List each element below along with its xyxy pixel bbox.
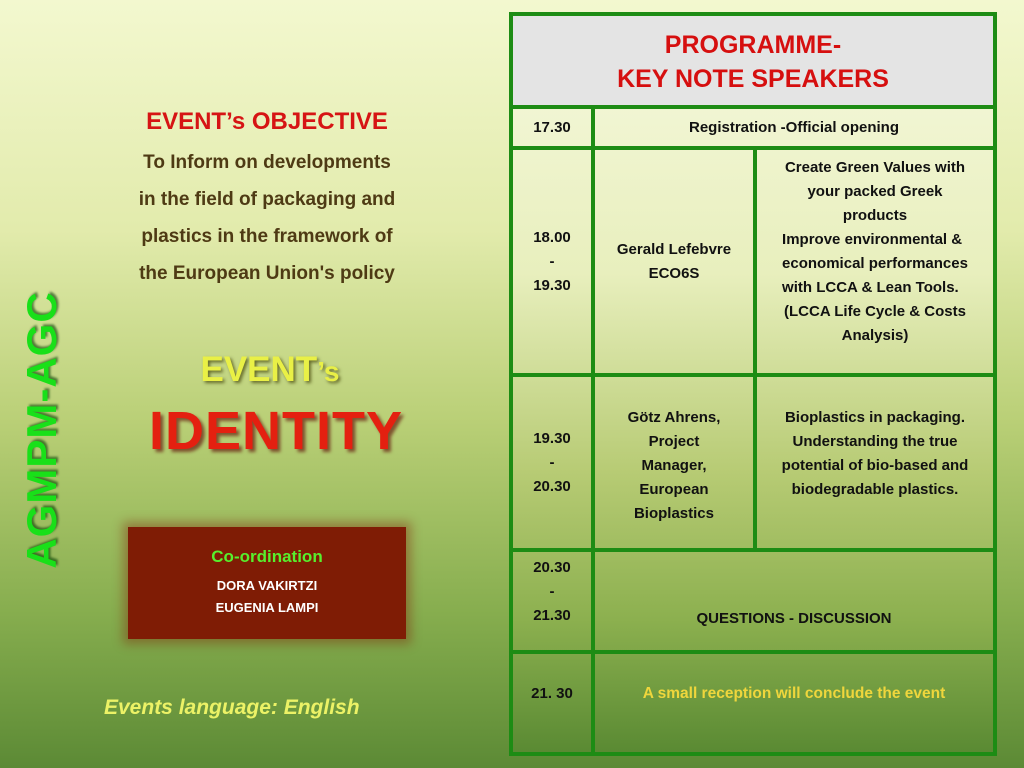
speaker-line: Project <box>648 433 700 450</box>
speaker-line: Gerald Lefebvre <box>616 240 732 258</box>
time-line: 20.30 <box>533 477 571 495</box>
time-line: - <box>549 453 555 471</box>
identity-word: IDENTITY <box>148 401 403 461</box>
time-line: 21.30 <box>533 607 571 624</box>
time-line: 20.30 <box>533 559 571 576</box>
objective-line: To Inform on developments <box>143 152 391 173</box>
registration-cell: Registration -Official opening <box>688 118 899 136</box>
topic-cell <box>757 406 993 546</box>
event-objective <box>108 108 426 292</box>
time-cell <box>513 377 591 548</box>
topic-cell <box>757 156 993 371</box>
time-line: 19.30 <box>533 276 571 294</box>
time-cell <box>513 556 591 650</box>
objective-line: in the field of packaging and <box>138 189 396 210</box>
identity-event-small: ’s <box>317 356 340 387</box>
topic-line: Create Green Values with <box>784 159 966 176</box>
topic-line: Analysis) <box>841 327 909 344</box>
speaker-line: European <box>639 481 709 498</box>
row-divider <box>513 650 993 654</box>
programme-header-line1: PROGRAMME- <box>664 31 842 59</box>
identity-event-label <box>120 350 420 390</box>
discussion-cell: QUESTIONS - DISCUSSION <box>696 610 892 627</box>
topic-line: with LCCA & Lean Tools. <box>782 279 959 296</box>
objective-heading: EVENT’s OBJECTIVE <box>146 108 388 135</box>
topic-line: (LCCA Life Cycle & Costs <box>784 303 966 320</box>
objective-text <box>108 144 426 292</box>
programme-header-line2: KEY NOTE SPEAKERS <box>617 65 889 93</box>
time-cell <box>513 150 591 373</box>
topic-line: biodegradable plastics. <box>791 481 959 498</box>
coordination-box <box>128 527 406 639</box>
time-line: - <box>549 252 555 270</box>
topic-line: Bioplastics in packaging. <box>784 409 966 426</box>
objective-line: plastics in the framework of <box>141 226 393 247</box>
speaker-cell <box>595 406 753 546</box>
time-line: - <box>549 583 555 600</box>
topic-line: Improve environmental & <box>782 231 963 248</box>
identity-event-big: EVENT <box>200 350 318 389</box>
speaker-line: Götz Ahrens, <box>627 409 721 426</box>
coordination-title: Co-ordination <box>211 547 323 566</box>
time-cell: 17.30 <box>533 118 571 136</box>
programme-header <box>513 16 993 105</box>
topic-line: Understanding the true <box>792 433 958 450</box>
topic-line: economical performances <box>782 255 968 272</box>
programme-table <box>509 12 997 756</box>
topic-line: potential of bio-based and <box>781 457 969 474</box>
coordinator-name: EUGENIA LAMPI <box>215 600 319 615</box>
vertical-title: AGMPM-AGC <box>18 291 65 569</box>
coordinator-name: DORA VAKIRTZI <box>216 578 318 593</box>
speaker-cell <box>595 150 753 373</box>
time-line: 18.00 <box>533 228 571 246</box>
speaker-line: Bioplastics <box>633 505 714 522</box>
topic-line: products <box>842 207 908 224</box>
speaker-line: ECO6S <box>648 264 700 282</box>
objective-line: the European Union's policy <box>139 263 395 284</box>
time-line: 19.30 <box>533 429 571 447</box>
reception-cell: A small reception will conclude the event <box>642 685 946 702</box>
speaker-line: Manager, <box>641 457 707 474</box>
row-divider <box>513 548 993 552</box>
events-language: Events language: English <box>104 696 360 719</box>
time-cell: 21. 30 <box>531 685 573 702</box>
topic-line: your packed Greek <box>807 183 943 200</box>
